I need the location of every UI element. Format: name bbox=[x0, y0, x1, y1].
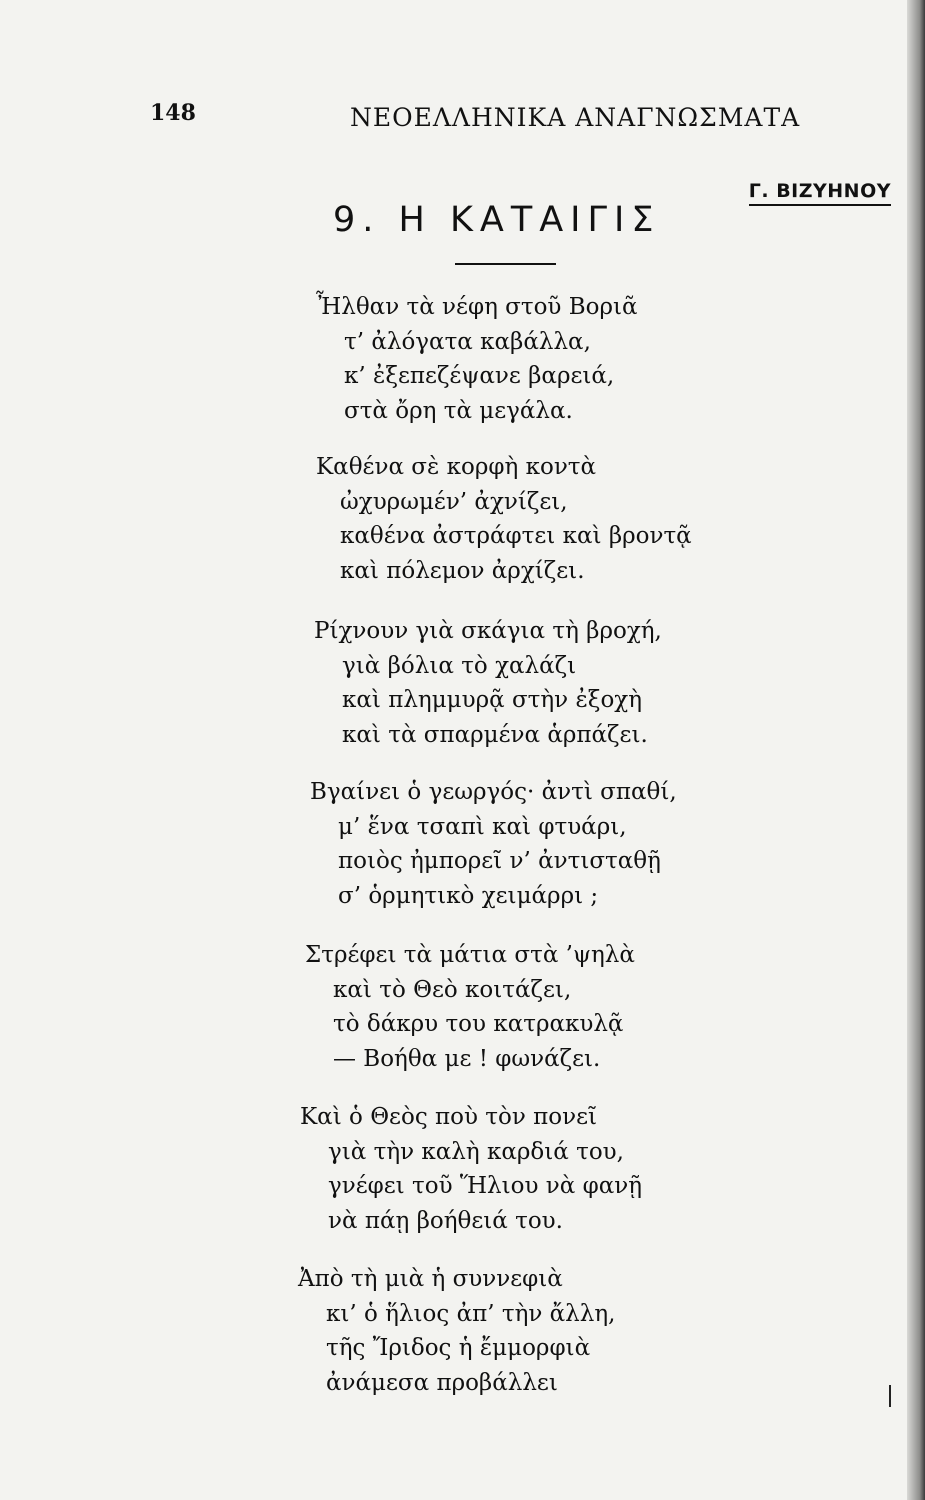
verse-line: Στρέφει τὰ μάτια στὰ ’ψηλὰ bbox=[305, 942, 635, 968]
verse-line: γιὰ τὴν καλὴ καρδιά του, bbox=[328, 1138, 624, 1165]
stanza-1 bbox=[316, 290, 638, 428]
poem-title: 9. Η ΚΑΤΑΙΓΙΣ bbox=[333, 200, 661, 240]
verse-line: ἀνάμεσα προβάλλει bbox=[326, 1369, 558, 1396]
verse-line: γιὰ βόλια τὸ χαλάζι bbox=[342, 652, 577, 679]
verse-line: γνέφει τοῦ Ἥλιου νὰ φανῇ bbox=[328, 1173, 643, 1199]
verse-line: σ’ ὁρμητικὸ χειμάρρι ; bbox=[338, 882, 599, 909]
verse-line: Ἦλθαν τὰ νέφη στοῦ Βοριᾶ bbox=[316, 294, 638, 320]
verse-line: ὠχυρωμέν’ ἀχνίζει, bbox=[340, 488, 568, 515]
verse-line: καὶ πλημμυρᾷ στὴν ἐξοχὴ bbox=[342, 687, 643, 713]
stanza-7 bbox=[298, 1262, 615, 1400]
verse-line: καὶ τὰ σπαρμένα ἁρπάζει. bbox=[342, 721, 648, 748]
stanza-4 bbox=[310, 775, 677, 913]
stanza-3 bbox=[314, 614, 662, 752]
verse-line: καὶ τὸ Θεὸ κοιτάζει, bbox=[333, 976, 572, 1003]
verse-line: μ’ ἕνα τσαπὶ καὶ φτυάρι, bbox=[338, 813, 627, 840]
verse-line: τὸ δάκρυ του κατρακυλᾷ bbox=[333, 1011, 624, 1037]
verse-line: κι’ ὁ ἥλιος ἀπ’ τὴν ἄλλη, bbox=[326, 1300, 616, 1327]
stanza-6 bbox=[300, 1100, 642, 1238]
verse-line: τῆς Ἴριδος ἡ ἔμμορφιὰ bbox=[326, 1335, 591, 1361]
verse-line: καὶ πόλεμον ἀρχίζει. bbox=[340, 557, 585, 584]
verse-line: κ’ ἐξεπεζέψανε βαρειά, bbox=[344, 363, 615, 389]
verse-line: Βγαίνει ὁ γεωργός· ἀντὶ σπαθί, bbox=[310, 779, 677, 805]
verse-line: ποιὸς ἠμπορεῖ ν’ ἀντισταθῇ bbox=[338, 848, 661, 874]
verse-line: καθένα ἀστράφτει καὶ βροντᾷ bbox=[340, 523, 692, 549]
verse-line: — Βοήθα με ! φωνάζει. bbox=[333, 1045, 601, 1072]
verse-line: νὰ πάῃ βοήθειά του. bbox=[328, 1207, 563, 1234]
verse-line: Ἀπὸ τὴ μιὰ ἡ συννεφιὰ bbox=[298, 1266, 563, 1292]
verse-line: Καθένα σὲ κορφὴ κοντὰ bbox=[316, 454, 597, 480]
page-number: 148 bbox=[150, 100, 196, 126]
page-edge-shadow bbox=[907, 0, 925, 1500]
stanza-5 bbox=[305, 938, 635, 1076]
verse-line: στὰ ὄρη τὰ μεγάλα. bbox=[344, 397, 573, 424]
verse-line: τ’ ἀλόγατα καβάλλα, bbox=[344, 328, 591, 355]
margin-mark bbox=[889, 1385, 891, 1407]
author-name: Γ. ΒΙΖΥΗΝΟΥ bbox=[749, 180, 891, 206]
verse-line: Καὶ ὁ Θεὸς ποὺ τὸν πονεῖ bbox=[300, 1104, 598, 1130]
verse-line: Ρίχνουν γιὰ σκάγια τὴ βροχή, bbox=[314, 618, 662, 644]
running-head: ΝΕΟΕΛΛΗΝΙΚΑ ΑΝΑΓΝΩΣΜΑΤΑ bbox=[350, 103, 801, 132]
bleed-through-texture bbox=[560, 160, 730, 161]
title-underline bbox=[455, 263, 556, 265]
stanza-2 bbox=[316, 450, 692, 588]
